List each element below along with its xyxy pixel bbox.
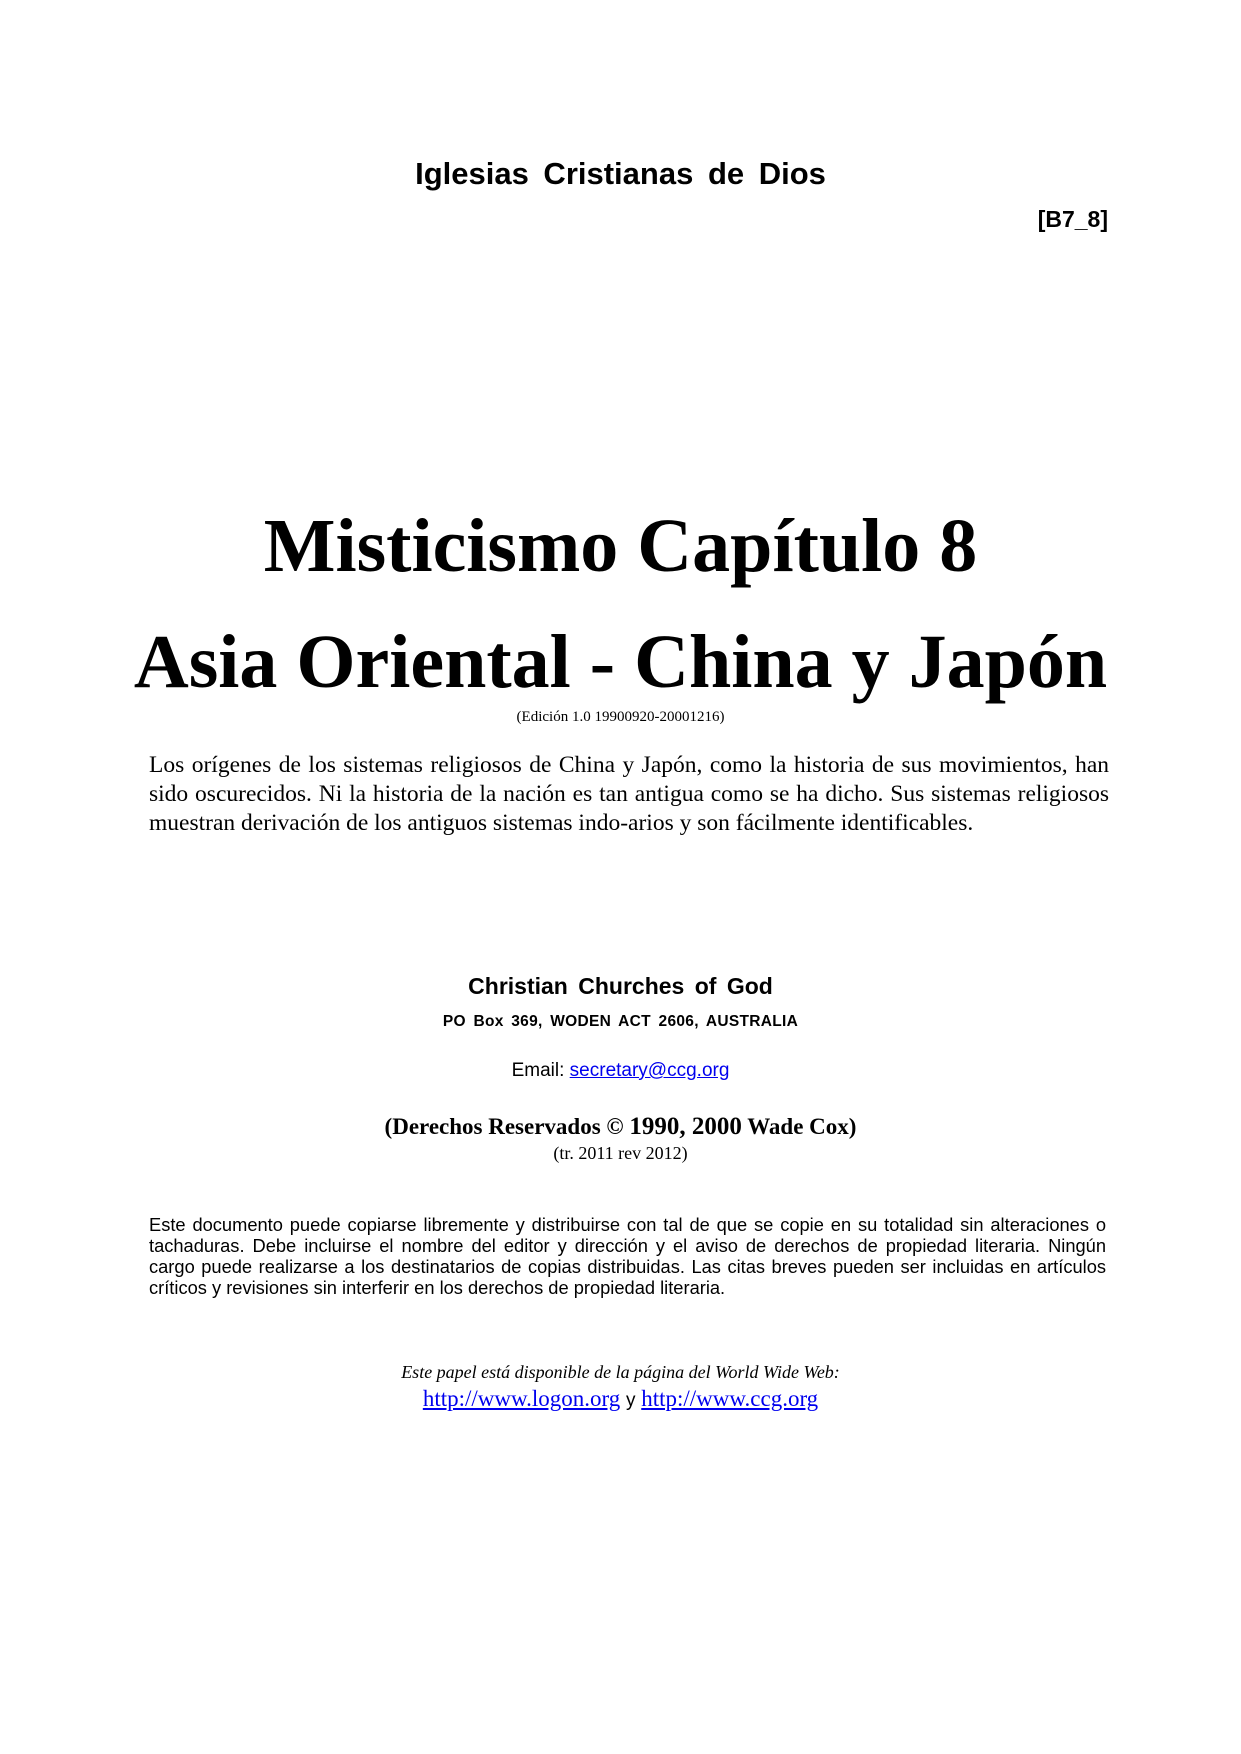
- edition-info: (Edición 1.0 19900920-20001216): [516, 709, 725, 725]
- link-conjunction: y: [625, 1390, 636, 1411]
- ccg-link[interactable]: http://www.ccg.org: [641, 1386, 819, 1411]
- organization-header: Iglesias Cristianas de Dios: [415, 156, 826, 191]
- publisher-address: PO Box 369, WODEN ACT 2606, AUSTRALIA: [442, 1013, 799, 1030]
- email-link[interactable]: secretary@ccg.org: [569, 1060, 730, 1081]
- translation-note: (tr. 2011 rev 2012): [553, 1143, 688, 1163]
- email-label: Email:: [511, 1060, 570, 1081]
- license-paragraph: Este documento puede copiarse libremente y distribuirse con tal de que se copie en su totalidad sin alteraciones o tachaduras. Debe incluirse el nombre del editor y dirección y el aviso de derechos de propiedad literaria. Ningún cargo puede realizarse a los destinatarios de copias distribuidas. Las citas breves pueden ser incluidas en artículos críticos y revisiones sin interferir en los derechos de propiedad literaria.: [149, 1214, 1106, 1298]
- website-links: [0, 1386, 1241, 1412]
- title-line-2: Asia Oriental - China y Japón: [133, 620, 1108, 704]
- copyright-years: 1990, 2000: [629, 1113, 742, 1140]
- copyright-prefix: (Derechos Reservados ©: [384, 1114, 624, 1139]
- copyright-notice: [0, 1113, 1241, 1141]
- document-code: [B7_8]: [1037, 206, 1108, 232]
- email-line: [0, 1060, 1241, 1082]
- abstract-paragraph: Los orígenes de los sistemas religiosos de China y Japón, como la historia de sus movimientos, han sido oscurecidos. Ni la historia de la nación es tan antigua como se ha dicho. Sus sistemas religiosos muestran derivación de los antiguos sistemas indo-arios y son fácilmente identificables.: [149, 752, 1109, 836]
- publisher-name: Christian Churches of God: [468, 973, 773, 999]
- copyright-author: Wade Cox): [747, 1114, 857, 1139]
- availability-text: Este papel está disponible de la página del World Wide Web:: [401, 1362, 840, 1382]
- logon-link[interactable]: http://www.logon.org: [422, 1386, 621, 1411]
- title-line-1: Misticismo Capítulo 8: [263, 504, 978, 588]
